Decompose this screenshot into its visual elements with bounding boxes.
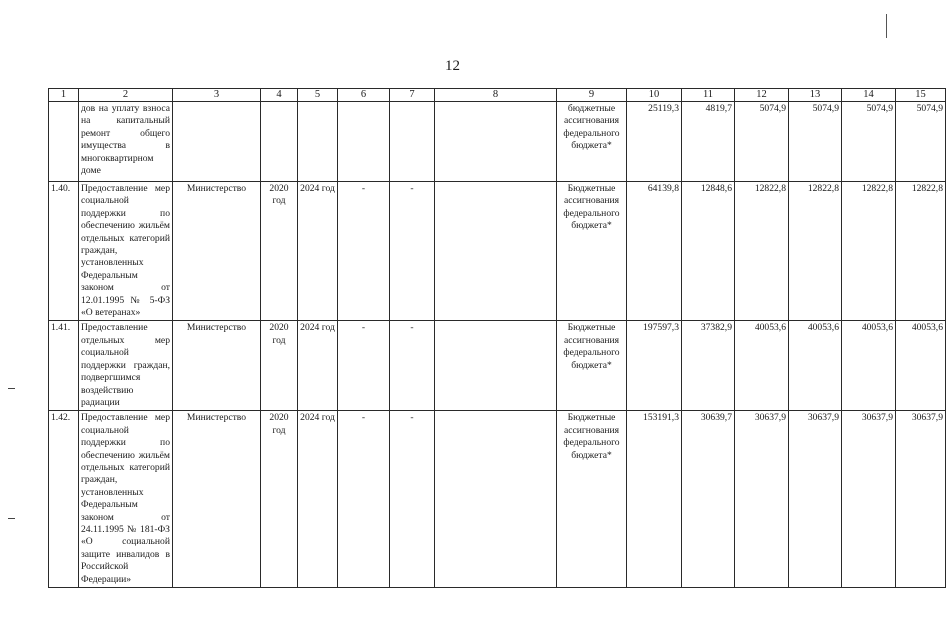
column-header: 14	[842, 89, 896, 102]
table-row	[49, 411, 946, 588]
amount-cell: 40053,6	[896, 321, 946, 411]
amount-cell: 30637,9	[789, 411, 842, 588]
column-header: 2	[79, 89, 173, 102]
amount-cell: 40053,6	[789, 321, 842, 411]
column-8-cell	[435, 321, 557, 411]
amount-cell: 30637,9	[735, 411, 789, 588]
column-header: 10	[627, 89, 682, 102]
column-header: 5	[298, 89, 338, 102]
table-row	[49, 321, 946, 411]
funding-source-cell: Бюджетные ассигнования федерального бюджета*	[557, 182, 627, 321]
page-number: 12	[445, 58, 460, 74]
funding-source-cell: Бюджетные ассигнования федерального бюджета*	[557, 411, 627, 588]
funding-source-cell: Бюджетные ассигнования федерального бюджета*	[557, 321, 627, 411]
table-header-row	[49, 89, 946, 102]
column-header: 13	[789, 89, 842, 102]
column-header: 7	[390, 89, 435, 102]
measure-description: Предоставление отдельных мер социальной поддержки граждан, подвергшимся воздействию радиации	[79, 321, 173, 411]
column-header: 8	[435, 89, 557, 102]
scan-edge-mark	[8, 518, 15, 519]
end-year-cell: 2024 год	[298, 321, 338, 411]
column-8-cell	[435, 102, 557, 182]
start-year-cell: 2020 год	[261, 411, 298, 588]
end-year-cell: 2024 год	[298, 411, 338, 588]
column-6-cell: -	[338, 182, 390, 321]
amount-cell: 12822,8	[789, 182, 842, 321]
amount-cell: 30637,9	[896, 411, 946, 588]
row-number: 1.41.	[49, 321, 79, 411]
row-number: 1.42.	[49, 411, 79, 588]
column-header: 6	[338, 89, 390, 102]
column-7-cell	[390, 102, 435, 182]
column-6-cell: -	[338, 321, 390, 411]
executor-cell: Министерство	[173, 182, 261, 321]
column-6-cell	[338, 102, 390, 182]
row-number: 1.40.	[49, 182, 79, 321]
column-header: 11	[682, 89, 735, 102]
amount-total-cell: 25119,3	[627, 102, 682, 182]
amount-cell: 12822,8	[735, 182, 789, 321]
executor-cell: Министерство	[173, 321, 261, 411]
scan-corner-mark	[886, 14, 887, 38]
column-header: 12	[735, 89, 789, 102]
column-header: 4	[261, 89, 298, 102]
column-header: 9	[557, 89, 627, 102]
end-year-cell	[298, 102, 338, 182]
amount-cell: 12822,8	[896, 182, 946, 321]
amount-cell: 37382,9	[682, 321, 735, 411]
executor-cell	[173, 102, 261, 182]
funding-source-cell: бюджетные ассигнования федерального бюджета*	[557, 102, 627, 182]
column-header: 15	[896, 89, 946, 102]
amount-total-cell: 64139,8	[627, 182, 682, 321]
column-header: 3	[173, 89, 261, 102]
start-year-cell	[261, 102, 298, 182]
measure-description: Предоставление мер социальной поддержки по обеспечению жильём отдельных категорий граждан, установленных Федеральным законом от 12.01.1995 № 5-ФЗ «О ветеранах»	[79, 182, 173, 321]
column-8-cell	[435, 411, 557, 588]
budget-table	[48, 88, 946, 588]
end-year-cell: 2024 год	[298, 182, 338, 321]
column-7-cell: -	[390, 411, 435, 588]
amount-cell: 5074,9	[789, 102, 842, 182]
amount-total-cell: 153191,3	[627, 411, 682, 588]
start-year-cell: 2020 год	[261, 182, 298, 321]
column-header: 1	[49, 89, 79, 102]
column-6-cell: -	[338, 411, 390, 588]
amount-cell: 30637,9	[842, 411, 896, 588]
column-7-cell: -	[390, 321, 435, 411]
amount-cell: 40053,6	[842, 321, 896, 411]
amount-cell: 12822,8	[842, 182, 896, 321]
table-row	[49, 182, 946, 321]
amount-cell: 4819,7	[682, 102, 735, 182]
start-year-cell: 2020 год	[261, 321, 298, 411]
scan-edge-mark	[8, 388, 15, 389]
amount-cell: 5074,9	[842, 102, 896, 182]
row-number	[49, 102, 79, 182]
column-8-cell	[435, 182, 557, 321]
amount-cell: 5074,9	[735, 102, 789, 182]
amount-cell: 5074,9	[896, 102, 946, 182]
column-7-cell: -	[390, 182, 435, 321]
table-row	[49, 102, 946, 182]
amount-cell: 12848,6	[682, 182, 735, 321]
measure-description: Предоставление мер социальной поддержки по обеспечению жильём отдельных категорий граждан, установленных Федеральным законом от 24.11.1995 № 181-ФЗ «О социальной защите инвалидов в Российской Федерации»	[79, 411, 173, 588]
amount-cell: 40053,6	[735, 321, 789, 411]
executor-cell: Министерство	[173, 411, 261, 588]
amount-cell: 30639,7	[682, 411, 735, 588]
measure-description: дов на уплату взноса на капитальный ремонт общего имущества в многоквартирном доме	[79, 102, 173, 182]
amount-total-cell: 197597,3	[627, 321, 682, 411]
